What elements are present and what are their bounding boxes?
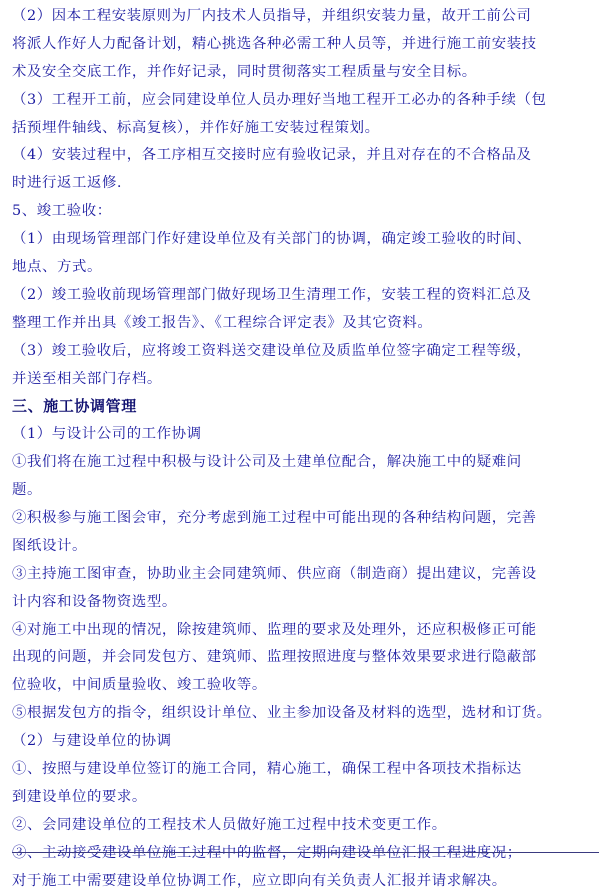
text-line: 计内容和设备物资选型。 — [12, 593, 177, 610]
text-line: ③主持施工图审查，协助业主会同建筑师、供应商（制造商）提出建议，完善设 — [12, 565, 537, 582]
text-line: 并送至相关部门存档。 — [12, 370, 162, 387]
text-line: ②积极参与施工图会审，充分考虑到施工过程中可能出现的各种结构问题，完善 — [12, 510, 537, 527]
subsection-title-construction-unit: （2）与建设单位的协调 — [12, 733, 172, 750]
text-line: 术及安全交底工作，并作好记录，同时贯彻落实工程质量与安全目标。 — [12, 63, 477, 80]
text-line: （1）由现场管理部门作好建设单位及有关部门的协调，确定竣工验收的时间、 — [12, 231, 532, 248]
text-line: ②、会同建设单位的工程技术人员做好施工过程中技术变更工作。 — [12, 816, 447, 833]
text-line: 到建设单位的要求。 — [12, 788, 147, 805]
text-line: （3）工程开工前，应会同建设单位人员办理好当地工程开工必办的各种手续（包 — [12, 91, 547, 108]
text-line: 括预埋件轴线、标高复核），并作好施工安装过程策划。 — [12, 119, 380, 136]
text-line: 位验收，中间质量验收、竣工验收等。 — [12, 677, 267, 694]
text-line: （2）因本工程安装原则为厂内技术人员指导，并组织安装力量，故开工前公司 — [12, 8, 532, 24]
text-line: 对于施工中需要建设单位协调工作，应立即向有关负责人汇报并请求解决。 — [12, 872, 507, 889]
text-line: ④对施工中出现的情况，除按建筑师、监理的要求及处理外，还应积极修正可能 — [12, 621, 537, 638]
text-line: 整理工作并出具《竣工报告》、《工程综合评定表》及其它资料。 — [12, 314, 433, 331]
footer-divider — [12, 852, 599, 853]
section-heading-construction-coordination: 三、施工协调管理 — [12, 397, 137, 416]
subsection-title-design-company: （1）与设计公司的工作协调 — [12, 426, 202, 443]
text-line: ①我们将在施工过程中积极与设计公司及土建单位配合，解决施工中的疑难问 — [12, 454, 522, 471]
text-line: 时进行返工返修. — [12, 175, 123, 192]
text-line: ⑤根据发包方的指令，组织设计单位、业主参加设备及材料的选型，选材和订货。 — [12, 705, 552, 722]
text-line: 出现的问题，并会同发包方、建筑师、监理按照进度与整体效果要求进行隐蔽部 — [12, 649, 537, 666]
text-line: （2）竣工验收前现场管理部门做好现场卫生清理工作，安装工程的资料汇总及 — [12, 286, 532, 303]
text-line: 地点、方式。 — [12, 259, 102, 276]
text-line: 图纸设计。 — [12, 537, 87, 554]
text-line: ③、主动接受建设单位施工过程中的监督，定期向建设单位汇报工程进度况； — [12, 844, 522, 861]
text-line: （4）安装过程中，各工序相互交接时应有验收记录，并且对存在的不合格品及 — [12, 147, 532, 164]
text-line: 题。 — [12, 482, 42, 499]
text-line: ①、按照与建设单位签订的施工合同，精心施工，确保工程中各项技术指标达 — [12, 761, 522, 778]
text-line: 将派人作好人力配备计划，精心挑选各种必需工种人员等，并进行施工前安装技 — [12, 35, 537, 52]
text-line: （3）竣工验收后，应将竣工资料送交建设单位及质监单位签字确定工程等级， — [12, 342, 532, 359]
section-title-completion-acceptance: 5、竣工验收： — [12, 203, 112, 220]
